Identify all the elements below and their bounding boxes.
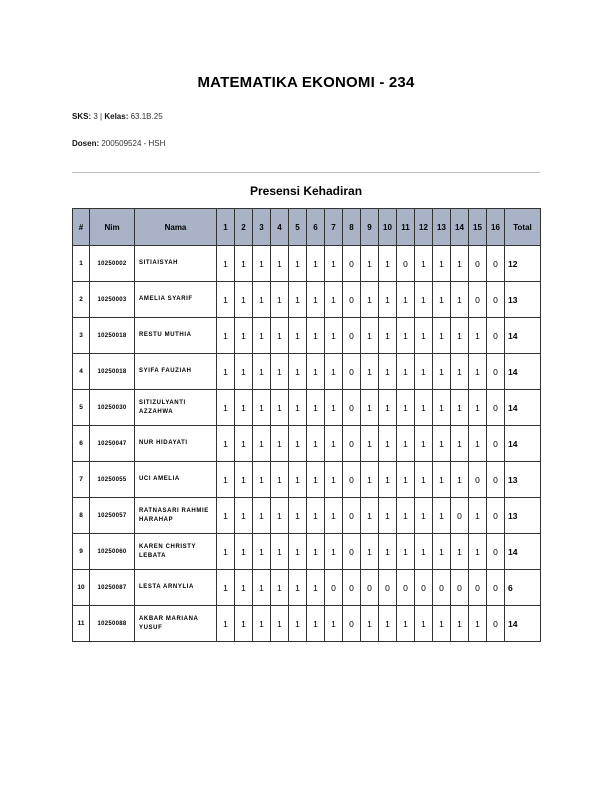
table-row (73, 246, 541, 282)
attendance-mark: 1 (271, 318, 289, 354)
row-number: 4 (73, 354, 90, 390)
table-row (73, 318, 541, 354)
attendance-mark: 1 (289, 246, 307, 282)
attendance-mark: 1 (253, 282, 271, 318)
attendance-mark: 1 (289, 606, 307, 642)
column-header: 1 (217, 209, 235, 246)
attendance-mark: 0 (469, 246, 487, 282)
attendance-mark: 0 (487, 318, 505, 354)
attendance-mark: 1 (397, 498, 415, 534)
attendance-mark: 1 (289, 462, 307, 498)
column-header: 14 (451, 209, 469, 246)
attendance-mark: 1 (289, 282, 307, 318)
attendance-mark: 0 (343, 534, 361, 570)
student-nim: 10250003 (90, 282, 135, 318)
attendance-mark: 1 (271, 390, 289, 426)
attendance-mark: 1 (217, 318, 235, 354)
attendance-mark: 1 (271, 498, 289, 534)
attendance-mark: 1 (451, 390, 469, 426)
attendance-mark: 1 (307, 282, 325, 318)
attendance-mark: 1 (397, 462, 415, 498)
column-header: Nama (135, 209, 217, 246)
attendance-mark: 1 (307, 318, 325, 354)
attendance-mark: 1 (325, 282, 343, 318)
attendance-mark: 0 (487, 282, 505, 318)
attendance-mark: 1 (397, 426, 415, 462)
column-header: 11 (397, 209, 415, 246)
attendance-mark: 1 (235, 246, 253, 282)
attendance-mark: 1 (253, 354, 271, 390)
attendance-mark: 1 (235, 606, 253, 642)
attendance-mark: 1 (469, 534, 487, 570)
attendance-mark: 1 (379, 606, 397, 642)
attendance-mark: 1 (253, 606, 271, 642)
student-nim: 10250002 (90, 246, 135, 282)
attendance-mark: 0 (487, 606, 505, 642)
attendance-mark: 1 (325, 462, 343, 498)
attendance-mark: 0 (487, 534, 505, 570)
column-header: 13 (433, 209, 451, 246)
attendance-mark: 1 (325, 354, 343, 390)
attendance-mark: 0 (487, 390, 505, 426)
attendance-mark: 1 (253, 498, 271, 534)
attendance-mark: 1 (361, 318, 379, 354)
attendance-mark: 1 (361, 282, 379, 318)
attendance-mark: 1 (415, 318, 433, 354)
attendance-mark: 1 (253, 246, 271, 282)
attendance-mark: 0 (343, 390, 361, 426)
attendance-mark: 0 (487, 246, 505, 282)
attendance-total: 14 (505, 426, 541, 462)
attendance-mark: 0 (415, 570, 433, 606)
sks-label: SKS: (72, 112, 92, 121)
attendance-mark: 1 (325, 246, 343, 282)
attendance-total: 13 (505, 462, 541, 498)
student-name: SYIFA FAUZIAH (135, 354, 217, 390)
section-title: Presensi Kehadiran (249, 184, 363, 198)
table-row (73, 498, 541, 534)
attendance-mark: 1 (325, 606, 343, 642)
attendance-mark: 1 (469, 318, 487, 354)
student-nim: 10250055 (90, 462, 135, 498)
attendance-mark: 1 (289, 318, 307, 354)
sks-value: 3 (93, 112, 98, 121)
row-number: 7 (73, 462, 90, 498)
attendance-mark: 1 (397, 390, 415, 426)
attendance-mark: 0 (469, 282, 487, 318)
attendance-total: 14 (505, 606, 541, 642)
attendance-mark: 0 (451, 498, 469, 534)
attendance-mark: 1 (433, 462, 451, 498)
attendance-mark: 1 (433, 426, 451, 462)
attendance-mark: 1 (415, 606, 433, 642)
row-number: 8 (73, 498, 90, 534)
student-name: RATNASARI RAHMIE HARAHAP (135, 498, 217, 534)
attendance-mark: 1 (361, 426, 379, 462)
attendance-mark: 0 (379, 570, 397, 606)
attendance-mark: 1 (433, 606, 451, 642)
student-nim: 10250018 (90, 354, 135, 390)
attendance-mark: 1 (217, 354, 235, 390)
table-body (73, 246, 541, 642)
attendance-mark: 1 (235, 462, 253, 498)
attendance-mark: 0 (469, 462, 487, 498)
attendance-mark: 1 (217, 246, 235, 282)
attendance-mark: 0 (487, 570, 505, 606)
attendance-mark: 1 (379, 318, 397, 354)
attendance-mark: 1 (415, 534, 433, 570)
attendance-mark: 1 (469, 606, 487, 642)
attendance-mark: 1 (433, 498, 451, 534)
attendance-mark: 1 (451, 534, 469, 570)
attendance-mark: 1 (325, 534, 343, 570)
table-row (73, 282, 541, 318)
attendance-mark: 1 (235, 282, 253, 318)
attendance-mark: 0 (343, 318, 361, 354)
attendance-mark: 1 (469, 390, 487, 426)
attendance-mark: 1 (451, 246, 469, 282)
attendance-mark: 1 (307, 462, 325, 498)
attendance-mark: 1 (253, 534, 271, 570)
attendance-mark: 1 (451, 426, 469, 462)
attendance-mark: 1 (415, 246, 433, 282)
student-nim: 10250057 (90, 498, 135, 534)
attendance-mark: 1 (397, 354, 415, 390)
attendance-mark: 1 (451, 606, 469, 642)
attendance-mark: 1 (379, 246, 397, 282)
attendance-mark: 1 (469, 426, 487, 462)
row-number: 6 (73, 426, 90, 462)
attendance-mark: 1 (433, 354, 451, 390)
attendance-mark: 1 (289, 498, 307, 534)
attendance-mark: 1 (271, 606, 289, 642)
column-header: 16 (487, 209, 505, 246)
student-nim: 10250018 (90, 318, 135, 354)
attendance-mark: 1 (397, 318, 415, 354)
table-row (73, 462, 541, 498)
attendance-mark: 1 (307, 354, 325, 390)
attendance-mark: 1 (271, 534, 289, 570)
attendance-mark: 1 (307, 570, 325, 606)
column-header: 12 (415, 209, 433, 246)
attendance-mark: 0 (487, 498, 505, 534)
attendance-mark: 1 (379, 390, 397, 426)
attendance-total: 13 (505, 282, 541, 318)
attendance-mark: 1 (289, 534, 307, 570)
attendance-mark: 1 (235, 498, 253, 534)
attendance-mark: 1 (235, 390, 253, 426)
table-row (73, 570, 541, 606)
attendance-mark: 1 (253, 570, 271, 606)
attendance-mark: 1 (433, 390, 451, 426)
row-number: 10 (73, 570, 90, 606)
attendance-total: 6 (505, 570, 541, 606)
attendance-total: 14 (505, 354, 541, 390)
page-title: MATEMATIKA EKONOMI - 234 (197, 74, 415, 91)
attendance-total: 14 (505, 534, 541, 570)
attendance-mark: 0 (361, 570, 379, 606)
attendance-mark: 1 (379, 282, 397, 318)
attendance-mark: 1 (451, 354, 469, 390)
attendance-mark: 1 (325, 390, 343, 426)
student-name: KAREN CHRISTY LEBATA (135, 534, 217, 570)
attendance-mark: 1 (397, 606, 415, 642)
column-header: 6 (307, 209, 325, 246)
attendance-mark: 1 (433, 282, 451, 318)
dosen-value: 200509524 - HSH (101, 139, 166, 148)
attendance-mark: 1 (217, 462, 235, 498)
attendance-mark: 1 (235, 534, 253, 570)
attendance-mark: 1 (289, 390, 307, 426)
student-nim: 10250088 (90, 606, 135, 642)
attendance-mark: 1 (307, 390, 325, 426)
attendance-mark: 1 (217, 426, 235, 462)
lecturer-info (72, 139, 165, 148)
attendance-mark: 1 (415, 390, 433, 426)
attendance-total: 12 (505, 246, 541, 282)
attendance-mark: 1 (469, 498, 487, 534)
student-name: AMELIA SYARIF (135, 282, 217, 318)
attendance-mark: 0 (487, 426, 505, 462)
attendance-mark: 1 (415, 426, 433, 462)
course-info (72, 112, 163, 121)
attendance-mark: 0 (343, 606, 361, 642)
student-name: RESTU MUTHIA (135, 318, 217, 354)
table-row (73, 606, 541, 642)
attendance-mark: 1 (235, 570, 253, 606)
attendance-mark: 0 (343, 282, 361, 318)
attendance-mark: 1 (217, 534, 235, 570)
student-name: SITIAISYAH (135, 246, 217, 282)
attendance-total: 14 (505, 390, 541, 426)
attendance-mark: 1 (235, 318, 253, 354)
attendance-total: 14 (505, 318, 541, 354)
kelas-value: 63.1B.25 (130, 112, 163, 121)
student-name: UCI AMELIA (135, 462, 217, 498)
student-nim: 10250060 (90, 534, 135, 570)
student-name: AKBAR MARIANA YUSUF (135, 606, 217, 642)
attendance-mark: 1 (361, 246, 379, 282)
attendance-mark: 1 (253, 462, 271, 498)
attendance-mark: 1 (307, 426, 325, 462)
attendance-mark: 1 (307, 498, 325, 534)
attendance-mark: 1 (325, 498, 343, 534)
attendance-mark: 1 (271, 570, 289, 606)
attendance-mark: 1 (217, 390, 235, 426)
row-number: 11 (73, 606, 90, 642)
attendance-mark: 0 (325, 570, 343, 606)
attendance-mark: 1 (469, 354, 487, 390)
student-name: LESTA ARNYLIA (135, 570, 217, 606)
attendance-mark: 1 (415, 354, 433, 390)
attendance-mark: 0 (397, 570, 415, 606)
column-header: # (73, 209, 90, 246)
divider (72, 172, 540, 173)
kelas-label: Kelas: (104, 112, 129, 121)
attendance-mark: 1 (235, 354, 253, 390)
attendance-mark: 1 (235, 426, 253, 462)
attendance-mark: 1 (289, 426, 307, 462)
student-name: SITIZULYANTI AZZAHWA (135, 390, 217, 426)
attendance-mark: 0 (469, 570, 487, 606)
attendance-mark: 1 (271, 426, 289, 462)
attendance-mark: 1 (307, 534, 325, 570)
dosen-label: Dosen: (72, 139, 100, 148)
attendance-mark: 1 (325, 426, 343, 462)
column-header: 4 (271, 209, 289, 246)
attendance-mark: 1 (253, 318, 271, 354)
table-row (73, 390, 541, 426)
attendance-mark: 1 (379, 354, 397, 390)
student-name: NUR HIDAYATI (135, 426, 217, 462)
attendance-mark: 1 (217, 570, 235, 606)
attendance-mark: 1 (451, 318, 469, 354)
attendance-mark: 1 (217, 606, 235, 642)
attendance-mark: 1 (433, 318, 451, 354)
column-header: Total (505, 209, 541, 246)
attendance-mark: 1 (217, 282, 235, 318)
attendance-mark: 0 (343, 354, 361, 390)
attendance-mark: 1 (379, 426, 397, 462)
attendance-mark: 1 (361, 354, 379, 390)
table-row (73, 426, 541, 462)
attendance-mark: 1 (433, 534, 451, 570)
row-number: 3 (73, 318, 90, 354)
attendance-mark: 0 (451, 570, 469, 606)
table-row (73, 534, 541, 570)
attendance-total: 13 (505, 498, 541, 534)
attendance-mark: 0 (397, 246, 415, 282)
attendance-mark: 1 (415, 498, 433, 534)
column-header: 3 (253, 209, 271, 246)
attendance-mark: 1 (271, 462, 289, 498)
attendance-mark: 1 (289, 570, 307, 606)
attendance-mark: 1 (415, 462, 433, 498)
attendance-mark: 1 (271, 354, 289, 390)
attendance-mark: 1 (253, 390, 271, 426)
attendance-mark: 1 (451, 462, 469, 498)
attendance-mark: 1 (271, 282, 289, 318)
attendance-mark: 1 (361, 390, 379, 426)
attendance-mark: 1 (271, 246, 289, 282)
row-number: 5 (73, 390, 90, 426)
attendance-mark: 1 (451, 282, 469, 318)
column-header: 10 (379, 209, 397, 246)
attendance-mark: 0 (343, 462, 361, 498)
attendance-mark: 1 (361, 498, 379, 534)
student-nim: 10250030 (90, 390, 135, 426)
attendance-mark: 1 (379, 462, 397, 498)
attendance-mark: 1 (379, 534, 397, 570)
attendance-mark: 1 (289, 354, 307, 390)
attendance-mark: 1 (415, 282, 433, 318)
table-row (73, 354, 541, 390)
attendance-mark: 1 (379, 498, 397, 534)
attendance-mark: 0 (433, 570, 451, 606)
attendance-mark: 0 (343, 246, 361, 282)
attendance-mark: 0 (343, 498, 361, 534)
attendance-mark: 0 (343, 570, 361, 606)
column-header: 5 (289, 209, 307, 246)
column-header: 7 (325, 209, 343, 246)
table-header-row (73, 209, 541, 246)
column-header: 9 (361, 209, 379, 246)
row-number: 9 (73, 534, 90, 570)
attendance-table (72, 208, 541, 642)
row-number: 2 (73, 282, 90, 318)
column-header: 2 (235, 209, 253, 246)
row-number: 1 (73, 246, 90, 282)
attendance-mark: 1 (361, 606, 379, 642)
attendance-mark: 1 (397, 534, 415, 570)
attendance-mark: 1 (307, 606, 325, 642)
column-header: 15 (469, 209, 487, 246)
attendance-mark: 0 (487, 462, 505, 498)
student-nim: 10250087 (90, 570, 135, 606)
attendance-mark: 1 (253, 426, 271, 462)
attendance-mark: 1 (217, 498, 235, 534)
attendance-mark: 1 (307, 246, 325, 282)
attendance-mark: 1 (433, 246, 451, 282)
attendance-mark: 1 (325, 318, 343, 354)
attendance-mark: 0 (343, 426, 361, 462)
column-header: 8 (343, 209, 361, 246)
column-header: Nim (90, 209, 135, 246)
attendance-mark: 1 (397, 282, 415, 318)
separator: | (100, 112, 103, 121)
student-nim: 10250047 (90, 426, 135, 462)
attendance-mark: 1 (361, 462, 379, 498)
attendance-mark: 1 (361, 534, 379, 570)
attendance-mark: 0 (487, 354, 505, 390)
